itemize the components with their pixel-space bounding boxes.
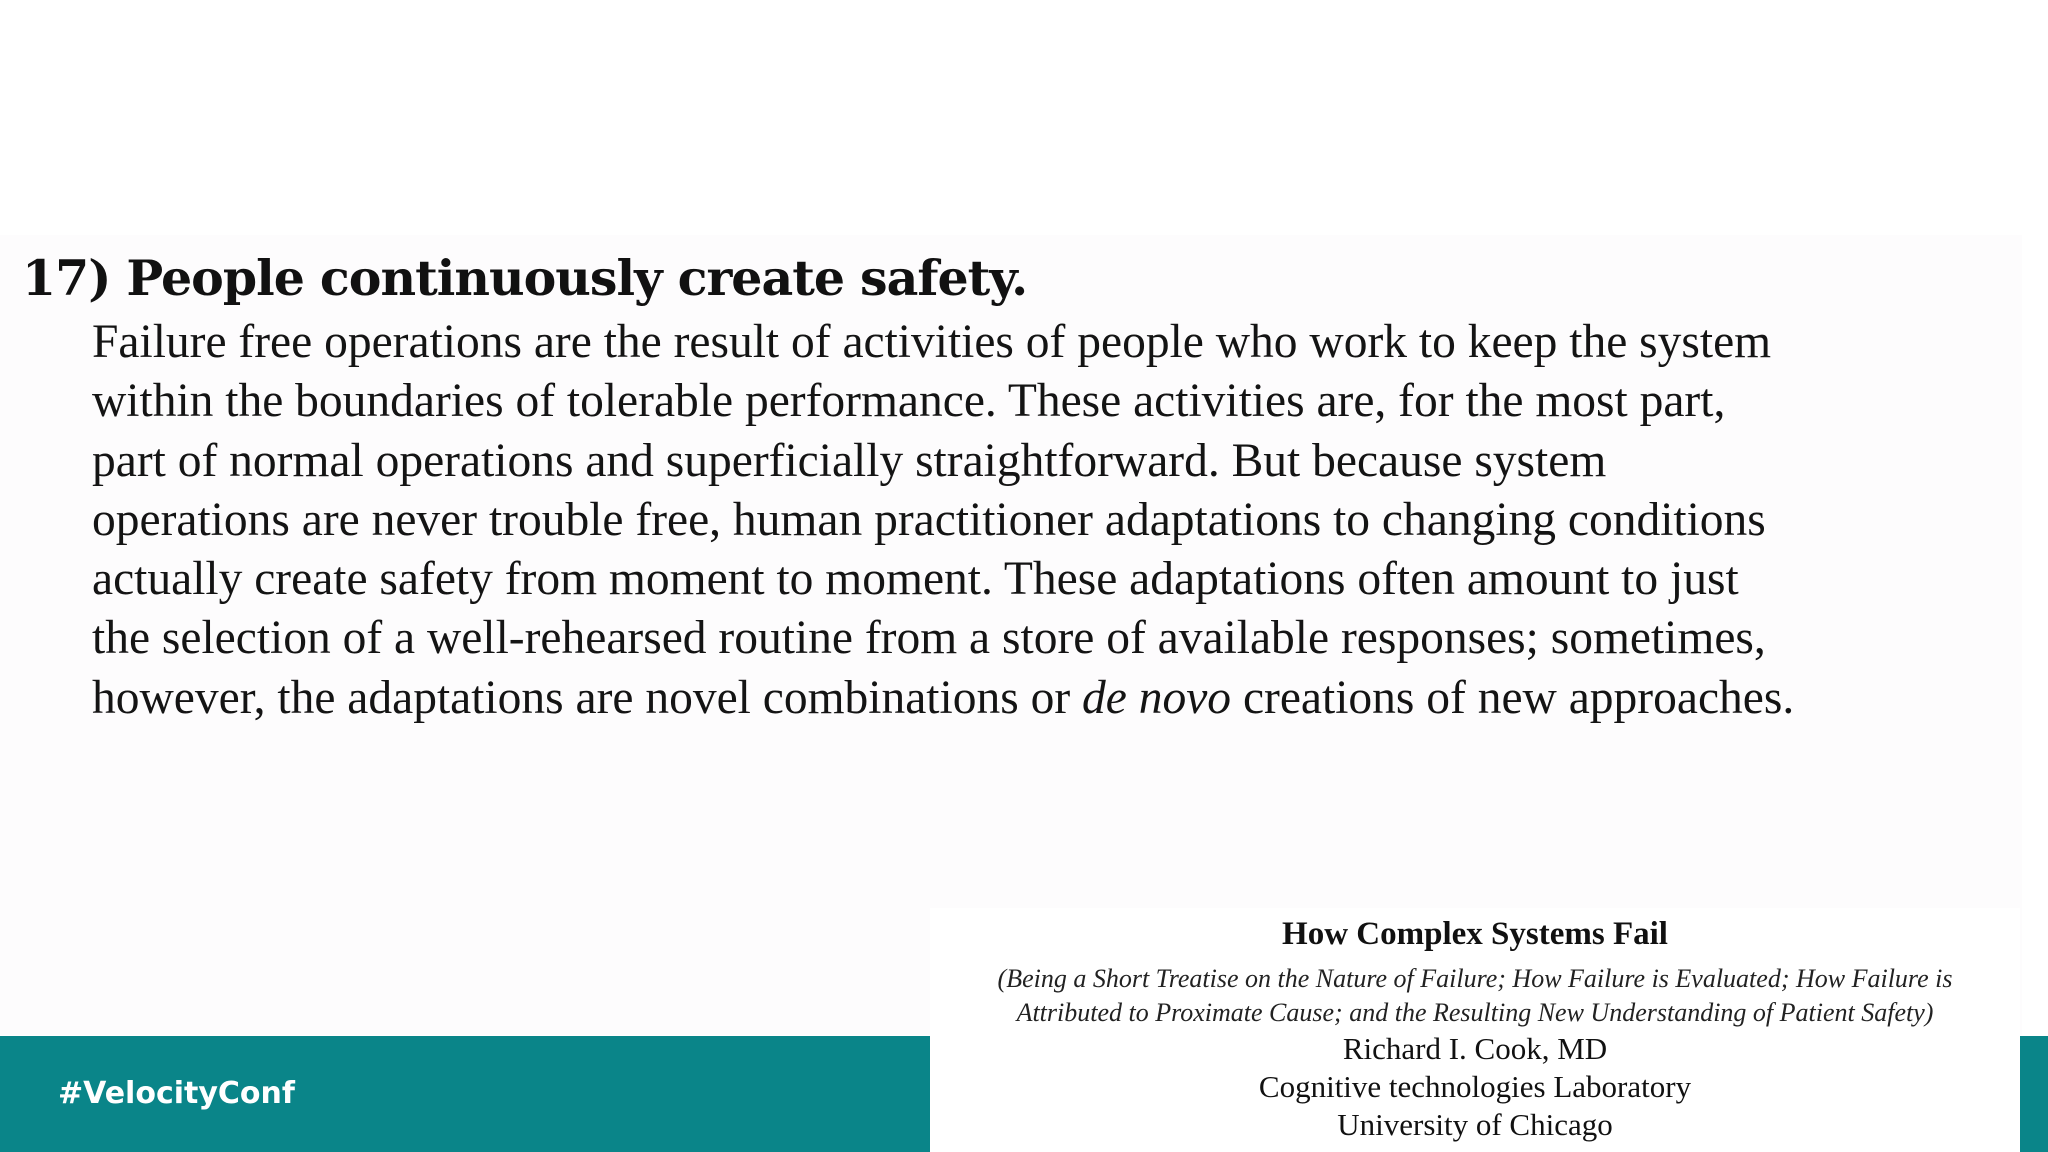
citation-block	[930, 908, 2020, 1152]
body-italic-term: de novo	[1082, 671, 1232, 724]
citation-subtitle-line: Attributed to Proximate Cause; and the Resulting New Understanding of Patient Safety)	[1016, 998, 1934, 1027]
body-line: operations are never trouble free, human practitioner adaptations to changing conditions	[92, 493, 1766, 546]
body-line-last	[92, 669, 2012, 728]
citation-title: How Complex Systems Fail	[1282, 916, 1668, 952]
body-line: part of normal operations and superficially straightforward. But because system	[92, 434, 1607, 487]
citation-institution: University of Chicago	[1337, 1107, 1613, 1142]
citation-subtitle	[930, 962, 2020, 1030]
body-line: Failure free operations are the result of activities of people who work to keep the system	[92, 316, 1772, 368]
body-line: actually create safety from moment to moment. These adaptations often amount to just	[92, 553, 1739, 606]
citation-subtitle-line: (Being a Short Treatise on the Nature of Failure; How Failure is Evaluated; How Failure is	[997, 964, 1953, 993]
body-text-segment: however, the adaptations are novel combinations or	[92, 671, 1083, 724]
conference-hashtag: #VelocityConf	[58, 1076, 295, 1111]
footer-bar-edge	[2020, 1036, 2048, 1152]
body-text-segment: creations of new approaches.	[1231, 671, 1795, 724]
slide-heading: 17) People continuously create safety.	[22, 249, 1028, 307]
slide-body	[92, 313, 2012, 728]
citation-author: Richard I. Cook, MD	[1342, 1031, 1608, 1066]
body-line: within the boundaries of tolerable performance. These activities are, for the most part,	[92, 375, 1726, 428]
citation-lab: Cognitive technologies Laboratory	[1258, 1069, 1692, 1104]
body-line: the selection of a well-rehearsed routine from a store of available responses; sometimes,	[92, 612, 1766, 665]
